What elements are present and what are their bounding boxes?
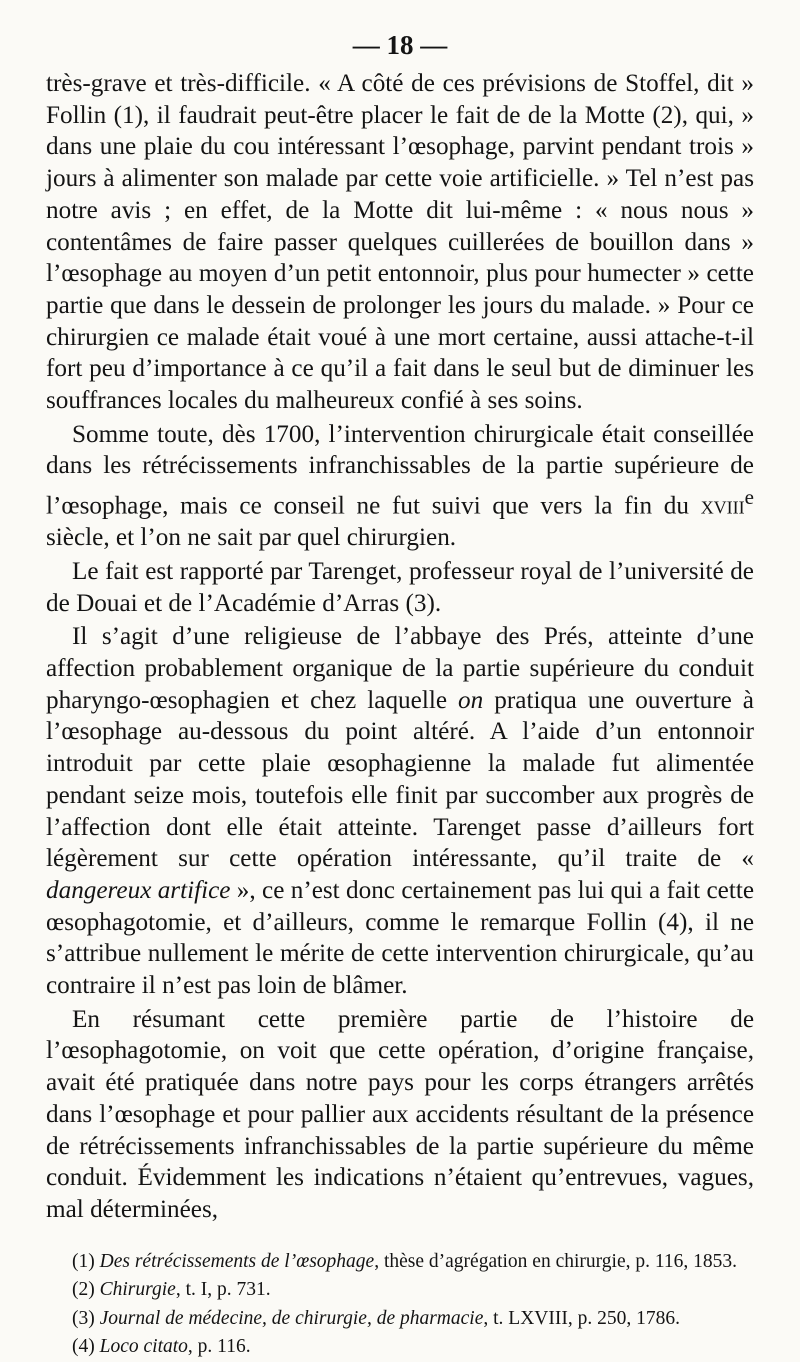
text-run: , p. 116. bbox=[187, 1336, 251, 1358]
page-number: — 18 — bbox=[352, 30, 448, 60]
body-text bbox=[46, 68, 754, 1226]
italic-text: Loco citato bbox=[99, 1336, 188, 1358]
paragraph bbox=[46, 419, 754, 554]
text-run: En résumant cette première partie de l’histoire de l’œsophagotomie, on voit que cette opération, d’origine française, avait été pratiquée dans notre pays pour les corps étrangers arrêtés dans l’œsophage et pour pallier aux accidents résultant de la présence de rétrécissements infranchissables de la partie supérieure du même conduit. Évidemment les indications n’étaient qu’entrevues, vagues, mal déterminées, bbox=[46, 1005, 754, 1223]
footnotes bbox=[46, 1248, 754, 1362]
text-run: très-grave et très-difficile. « A côté de ces prévisions de Stoffel, dit » Follin (1), il faudrait peut-être placer le fait de de la Motte (2), qui, » dans une plaie du cou intéressant l’œsophage, parvint pendant trois » jours à alimenter son malade par cette voie artificielle. » Tel n’est pas notre avis ; en effet, de la Motte dit lui-même : « nous nous » contentâmes de faire passer quelques cuillerées de bouillon dans » l’œsophage au moyen d’un petit entonnoir, plus pour humecter » cette partie que dans le dessein de prolonger les jours du malade. » Pour ce chirurgien ce malade était voué à une mort certaine, aussi attache-t-il fort peu d’importance à ce qu’il a fait dans le seul but de diminuer les souffrances locales du malheureux confié à ses soins. bbox=[46, 70, 754, 415]
footnote bbox=[46, 1305, 754, 1334]
footnote bbox=[46, 1276, 754, 1305]
text-run: (4) bbox=[72, 1336, 100, 1358]
text-run: Il s’agit d’une religieuse de l’abbaye des Prés, atteinte d’une affection probablement organique de la partie supérieure du conduit pharyngo-œsophagien et chez laquelle bbox=[46, 623, 754, 714]
italic-text: on bbox=[458, 686, 484, 714]
text-run: siècle, et l’on ne sait par quel chirurgien. bbox=[46, 524, 457, 552]
text-run: , t. LXVIII, p. 250, 1786. bbox=[483, 1307, 680, 1329]
text-run: , t. I, p. 731. bbox=[175, 1279, 271, 1301]
italic-text: Chirurgie bbox=[99, 1279, 176, 1301]
text-run: (2) bbox=[72, 1279, 100, 1301]
text-run: pratiqua une ouverture à l’œsophage au-dessous du point altéré. A l’aide d’un entonnoir introduit par cette plaie œsophagienne la malade fut alimentée pendant seize mois, toutefois elle finit par succomber aux progrès de l’affection dont elle était atteinte. Tarenget passe d’ailleurs fort légèrement sur cette opération intéressante, qu’il traite de « bbox=[46, 686, 754, 873]
text-run: Le fait est rapporté par Tarenget, professeur royal de l’université de de Douai et de l’Académie d’Arras (3). bbox=[46, 557, 754, 617]
paragraph bbox=[46, 1004, 754, 1226]
italic-text: Des rétrécissements de l’œsophage bbox=[99, 1250, 375, 1272]
smallcaps-text: xviii bbox=[700, 492, 745, 520]
paragraph bbox=[46, 556, 754, 619]
text-run: , thèse d’agrégation en chirurgie, p. 116, 1853. bbox=[374, 1250, 738, 1272]
footnote bbox=[46, 1248, 754, 1277]
italic-text: dangereux artifice bbox=[46, 876, 231, 904]
footnote bbox=[46, 1333, 754, 1362]
superscript-text: e bbox=[744, 485, 754, 510]
text-run: », ce n’est donc certainement pas lui qui a fait cette œsophagotomie, et d’ailleurs, comme le remarque Follin (4), il ne s’attribue nullement le mérite de cette intervention chirurgicale, qu’au contraire il n’est pas loin de blâmer. bbox=[46, 876, 755, 1000]
paragraph bbox=[46, 621, 754, 1001]
italic-text: Journal de médecine, de chirurgie, de pharmacie bbox=[99, 1307, 484, 1329]
text-run: (1) bbox=[72, 1250, 100, 1272]
text-run: Somme toute, dès 1700, l’intervention chirurgicale était conseillée dans les rétrécissements infranchissables de la partie supérieure de l’œsophage, mais ce conseil ne fut suivi que vers la fin du bbox=[46, 420, 754, 520]
text-run: (3) bbox=[72, 1307, 100, 1329]
paragraph bbox=[46, 68, 754, 417]
